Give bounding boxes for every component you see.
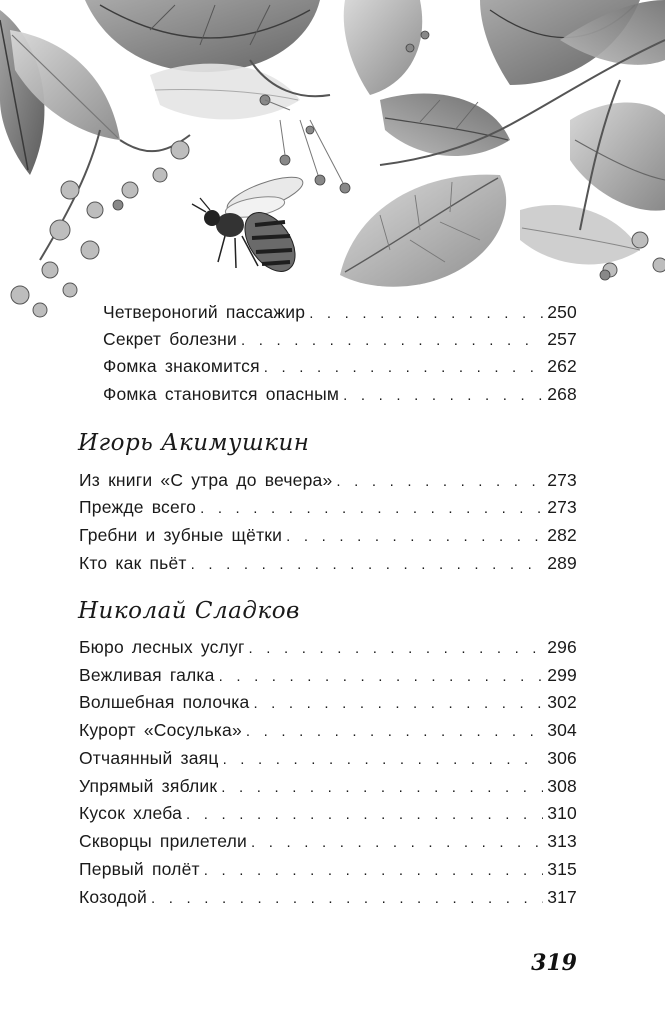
toc-leader-dots xyxy=(223,749,544,771)
leaf-middle-right xyxy=(380,93,510,156)
toc-leader-dots xyxy=(246,721,543,743)
toc-entry[interactable] xyxy=(79,691,577,715)
toc-leader-dots xyxy=(151,888,543,910)
toc-leader-dots xyxy=(286,526,543,548)
toc-leader-dots xyxy=(204,860,543,882)
toc-leader-dots xyxy=(200,498,543,520)
toc-entry-title: Прежде всего xyxy=(79,497,197,517)
toc-entry[interactable] xyxy=(79,747,577,771)
toc-entry-title: Секрет болезни xyxy=(103,329,237,349)
toc-entry-page: 282 xyxy=(547,525,577,545)
toc-entry-title: Отчаянный заяц xyxy=(79,748,219,768)
toc-leader-dots xyxy=(219,666,544,688)
leaf-pale-center xyxy=(150,64,300,120)
author-name: Игорь Акимушкин xyxy=(78,430,310,456)
toc-entry-page: 289 xyxy=(547,553,577,573)
toc-entry[interactable] xyxy=(79,524,577,548)
toc-leader-dots xyxy=(249,638,544,660)
toc-entry-title: Волшебная полочка xyxy=(79,692,250,712)
toc-entry-title: Упрямый зяблик xyxy=(79,776,218,796)
toc-entry[interactable] xyxy=(79,552,577,576)
leaf-lower-right xyxy=(340,175,506,287)
toc-entry[interactable] xyxy=(103,355,577,379)
toc-entry-page: 313 xyxy=(547,831,577,851)
toc-entry-page: 317 xyxy=(547,887,577,907)
toc-leader-dots xyxy=(221,777,543,799)
toc-leader-dots xyxy=(241,330,543,352)
toc-entry-page: 315 xyxy=(547,859,577,879)
leaf-top-center xyxy=(85,0,320,72)
toc-entry[interactable] xyxy=(103,383,577,407)
toc-entry[interactable] xyxy=(79,496,577,520)
toc-entry-title: Гребни и зубные щётки xyxy=(79,525,283,545)
toc-leader-dots xyxy=(264,357,543,379)
toc-entry-title: Фомка знакомится xyxy=(103,356,260,376)
toc-entry-title: Четвероногий пассажир xyxy=(103,302,306,322)
toc-entry-title: Козодой xyxy=(79,887,148,907)
bee-icon xyxy=(192,170,307,280)
toc-entry[interactable] xyxy=(79,830,577,854)
page-number: 319 xyxy=(531,950,577,976)
toc-entry[interactable] xyxy=(79,469,577,493)
toc-entry-page: 257 xyxy=(547,329,577,349)
linden-bee-illustration xyxy=(0,0,665,340)
toc-entry[interactable] xyxy=(79,886,577,910)
toc-entry-title: Из книги «С утра до вечера» xyxy=(79,470,333,490)
toc-entry-title: Скворцы прилетели xyxy=(79,831,248,851)
toc-entry-page: 268 xyxy=(547,384,577,404)
toc-leader-dots xyxy=(191,554,544,576)
author-name: Николай Сладков xyxy=(78,598,300,624)
toc-entry-page: 273 xyxy=(547,470,577,490)
toc-entry-title: Первый полёт xyxy=(79,859,200,879)
toc-entry-title: Бюро лесных услуг xyxy=(79,637,245,657)
toc-entry-page: 304 xyxy=(547,720,577,740)
toc-entry[interactable] xyxy=(79,664,577,688)
toc-entry[interactable] xyxy=(79,858,577,882)
toc-entry[interactable] xyxy=(103,301,577,325)
leaf-top-right xyxy=(344,0,665,95)
toc-entry-page: 250 xyxy=(547,302,577,322)
toc-entry-title: Фомка становится опасным xyxy=(103,384,340,404)
toc-entry[interactable] xyxy=(79,636,577,660)
toc-entry-page: 299 xyxy=(547,665,577,685)
bud-stems xyxy=(265,100,343,183)
toc-entry-page: 296 xyxy=(547,637,577,657)
toc-leader-dots xyxy=(343,385,543,407)
toc-leader-dots xyxy=(186,804,543,826)
toc-entry-page: 262 xyxy=(547,356,577,376)
toc-entry[interactable] xyxy=(103,328,577,352)
toc-leader-dots xyxy=(309,303,543,325)
toc-entry[interactable] xyxy=(79,802,577,826)
toc-leader-dots xyxy=(253,693,543,715)
toc-entry-page: 308 xyxy=(547,776,577,796)
toc-entry-title: Курорт «Сосулька» xyxy=(79,720,242,740)
toc-leader-dots xyxy=(251,832,543,854)
toc-entry-title: Вежливая галка xyxy=(79,665,215,685)
toc-entry-page: 273 xyxy=(547,497,577,517)
toc-entry[interactable] xyxy=(79,719,577,743)
toc-entry-title: Кусок хлеба xyxy=(79,803,182,823)
toc-entry-page: 306 xyxy=(547,748,577,768)
toc-entry-title: Кто как пьёт xyxy=(79,553,187,573)
toc-entry-page: 310 xyxy=(547,803,577,823)
toc-leader-dots xyxy=(336,471,543,493)
toc-entry-page: 302 xyxy=(547,692,577,712)
toc-entry[interactable] xyxy=(79,775,577,799)
